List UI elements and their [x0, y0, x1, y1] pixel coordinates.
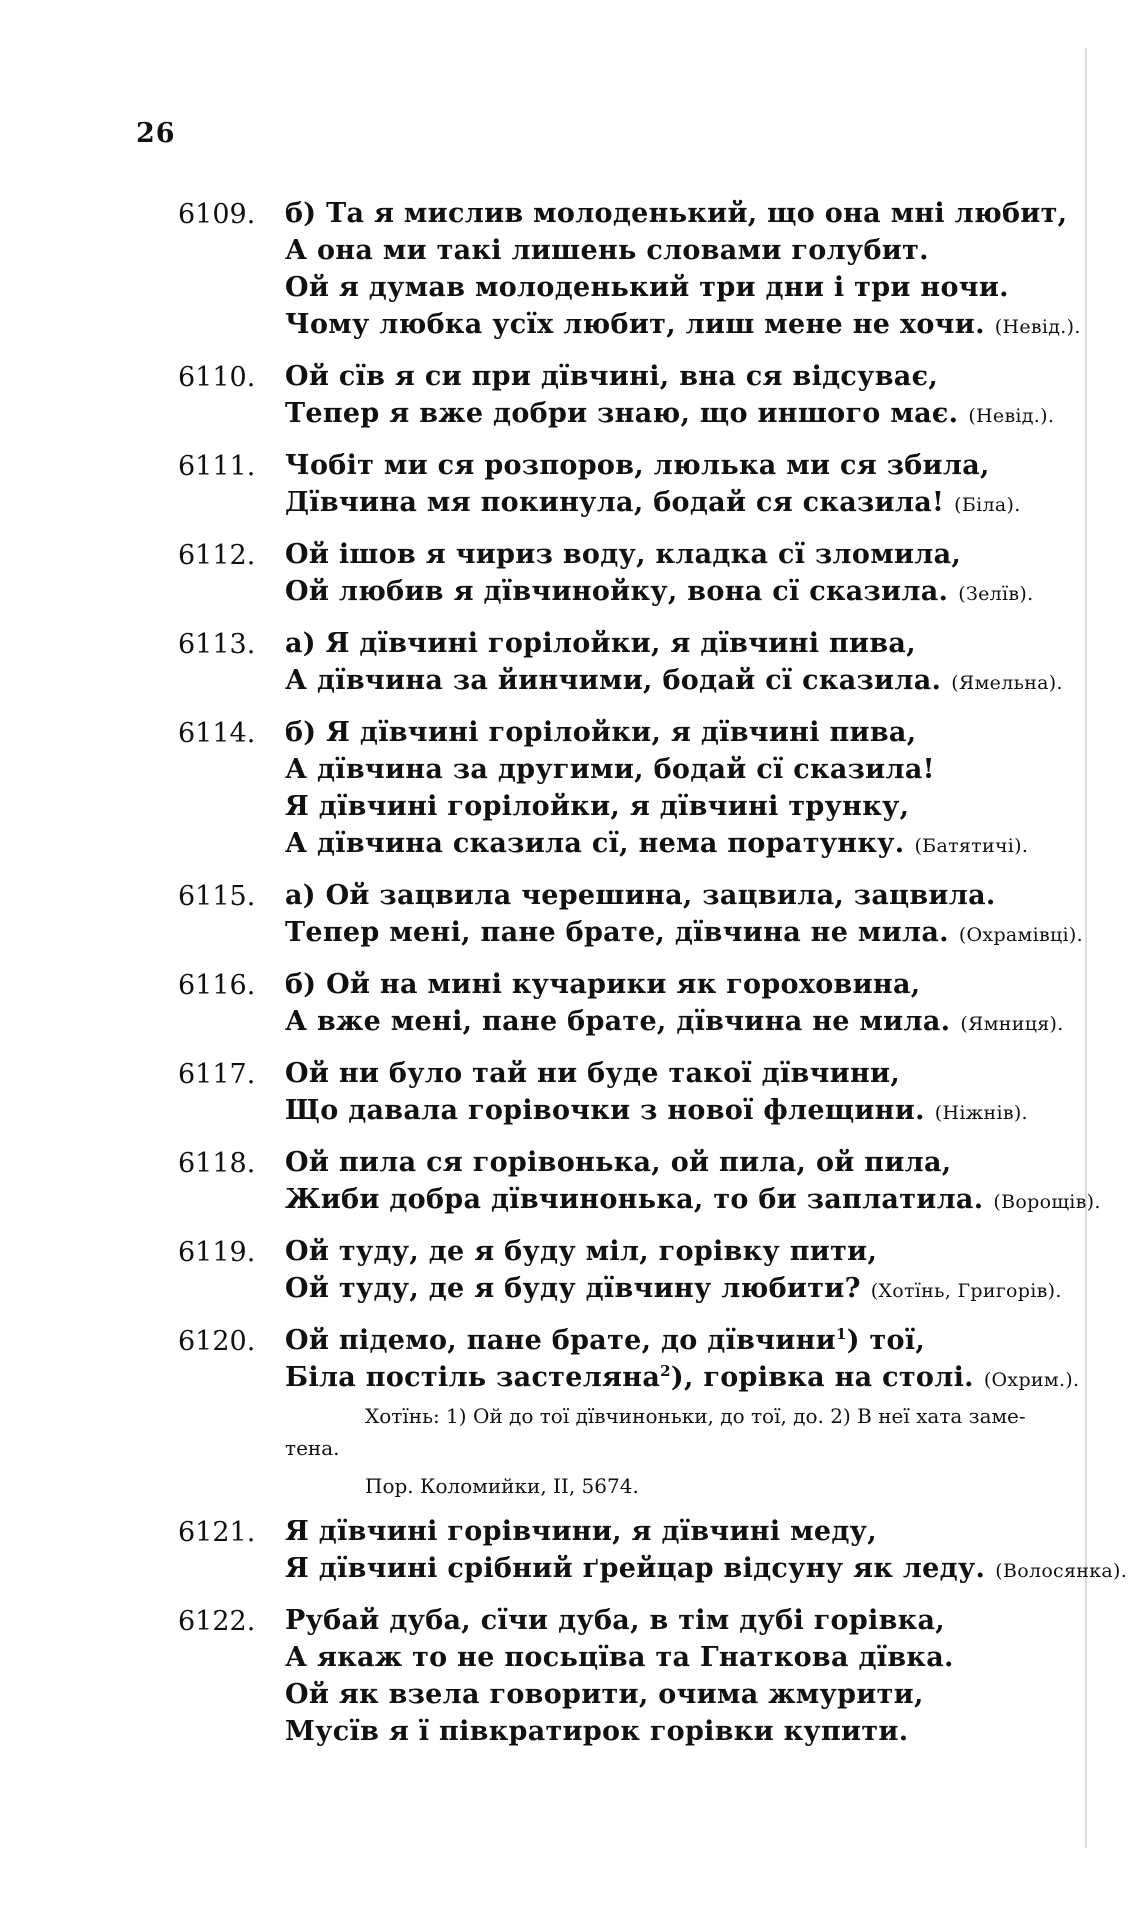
- verse-text: А вже мені, пане брате, дївчина не мила.: [285, 1006, 951, 1037]
- verse-line: [285, 1322, 1078, 1359]
- location-label: (Невід.).: [968, 405, 1055, 427]
- verse-text: А дївчина за йинчими, бодай сї сказила.: [285, 665, 942, 696]
- location-label: (Ніжнів).: [934, 1102, 1028, 1124]
- song-entry: [178, 1055, 1078, 1132]
- location-label: (Охрим.).: [983, 1369, 1080, 1391]
- entry-number: 6119.: [178, 1237, 256, 1268]
- verse-line: [285, 1270, 1078, 1310]
- verse-line: а) Ой зацвила черешина, зацвила, зацвила.: [285, 880, 996, 911]
- verse-line: Ой ни було тай ни буде такої дївчини,: [285, 1058, 901, 1089]
- location-label: (Волосянка).: [995, 1560, 1128, 1582]
- verse-line: Ой як взела говорити, очима жмурити,: [285, 1679, 924, 1710]
- verse-line: [285, 1359, 1078, 1399]
- verse-text: Тепер я вже добри знаю, що иншого має.: [285, 398, 959, 429]
- verse-line: б) Та я мислив молоденький, що она мні любит,: [285, 198, 1068, 229]
- verse-line: Я дївчині горілойки, я дївчині трунку,: [285, 791, 910, 822]
- verse-line: А она ми такі лишень словами голубит.: [285, 235, 929, 266]
- location-label: (Ямниця).: [960, 1013, 1064, 1035]
- verse-text: Ой любив я дївчинойку, вона сї сказила.: [285, 576, 949, 607]
- location-label: (Біла).: [954, 494, 1021, 516]
- verse-text: Ой підемо, пане брате, до дївчини: [285, 1325, 836, 1356]
- verse-line: А якаж то не посьцїва та Гнаткова дївка.: [285, 1642, 954, 1673]
- cross-reference-note: Пор. Коломийки, II, 5674.: [365, 1474, 639, 1498]
- verse-line: а) Я дївчині горілойки, я дївчині пива,: [285, 628, 916, 659]
- verse-text: А дївчина сказила сї, нема поратунку.: [285, 828, 905, 859]
- verse-text: ), горівка на столі.: [670, 1362, 974, 1393]
- entry-number: 6114.: [178, 718, 256, 749]
- verse-line: б) Я дївчині горілойки, я дївчині пива,: [285, 717, 917, 748]
- verse-text: Жиби добра дївчинонька, то би заплатила.: [285, 1184, 984, 1215]
- location-label: (Батятичі).: [914, 835, 1029, 857]
- verse-line: Ой ішов я чириз воду, кладка сї зломила,: [285, 539, 962, 570]
- entry-number: 6122.: [178, 1606, 256, 1637]
- verse-line: [285, 914, 1083, 954]
- verse-line: Чобіт ми ся розпоров, люлька ми ся збила,: [285, 450, 990, 481]
- verse-text: Я дївчині срібний ґрейцар відсуну як леду.: [285, 1553, 986, 1584]
- entry-number: 6110.: [178, 362, 256, 393]
- verse-text: Дївчина мя покинула, бодай ся сказила!: [285, 487, 945, 518]
- verse-line: Мусїв я ї півкратирок горівки купити.: [285, 1716, 909, 1747]
- location-label: (Хотїнь, Григорів).: [870, 1280, 1062, 1302]
- verse-line: [285, 1550, 1128, 1590]
- entry-number: 6117.: [178, 1059, 256, 1090]
- verse-line: [285, 484, 1078, 524]
- verse-line: б) Ой на мині кучарики як гороховина,: [285, 969, 921, 1000]
- verse-line: А дївчина за другими, бодай сї сказила!: [285, 754, 935, 785]
- verse-line: [285, 825, 1078, 865]
- location-label: (Охрамівці).: [958, 924, 1083, 946]
- song-entry: [178, 625, 1078, 702]
- song-entry: [178, 536, 1078, 613]
- song-entry: [178, 877, 1083, 954]
- entry-number: 6118.: [178, 1148, 256, 1179]
- entry-number: 6109.: [178, 199, 256, 230]
- verse-line: [285, 395, 1078, 435]
- verse-text: Що давала горівочки з нової флещини.: [285, 1095, 925, 1126]
- song-list: [178, 195, 1128, 1762]
- page-number: 26: [136, 118, 176, 149]
- verse-line: [285, 1003, 1078, 1043]
- song-entry: [178, 1513, 1128, 1590]
- entry-number: 6113.: [178, 629, 256, 660]
- song-entry: [178, 1602, 1078, 1750]
- location-label: (Ямельна).: [951, 672, 1063, 694]
- verse-text: ) тої,: [846, 1325, 926, 1356]
- verse-line: Ой я думав молоденький три дни і три ночи.: [285, 272, 1009, 303]
- verse-line: [285, 573, 1078, 613]
- variant-note: тена.: [285, 1436, 340, 1460]
- song-entry: [178, 358, 1078, 435]
- song-entry: [178, 1144, 1101, 1221]
- entry-number: 6112.: [178, 540, 256, 571]
- verse-line: [285, 1092, 1078, 1132]
- song-entry: [178, 195, 1081, 346]
- location-label: (Невід.).: [994, 316, 1081, 338]
- entry-number: 6120.: [178, 1326, 256, 1357]
- verse-line: [285, 1181, 1101, 1221]
- song-entry: [178, 1322, 1078, 1501]
- song-entry: [178, 1233, 1078, 1310]
- verse-text: Тепер мені, пане брате, дївчина не мила.: [285, 917, 949, 948]
- verse-line: [285, 306, 1081, 346]
- location-label: (Ворощів).: [993, 1191, 1101, 1213]
- verse-text: Чому любка усїх любит, лиш мене не хочи.: [285, 309, 985, 340]
- footnote-marker: 2: [660, 1362, 671, 1380]
- verse-line: [285, 662, 1078, 702]
- verse-line: Ой пила ся горівонька, ой пила, ой пила,: [285, 1147, 952, 1178]
- entry-number: 6121.: [178, 1517, 256, 1548]
- entry-number: 6115.: [178, 881, 256, 912]
- verse-text: Ой туду, де я буду дївчину любити?: [285, 1273, 861, 1304]
- verse-line: Ой туду, де я буду міл, горівку пити,: [285, 1236, 878, 1267]
- entry-number: 6116.: [178, 970, 256, 1001]
- footnote-marker: 1: [835, 1325, 847, 1343]
- location-label: (Зелїв).: [958, 583, 1034, 605]
- entry-number: 6111.: [178, 451, 256, 482]
- variant-note: Хотїнь: 1) Ой до тої дївчиноньки, до тої, до. 2) В неї хата заме-: [365, 1404, 1026, 1428]
- verse-line: Ой сїв я си при дївчині, вна ся відсуває,: [285, 361, 939, 392]
- song-entry: [178, 714, 1078, 865]
- verse-text: Біла постіль застеляна: [285, 1362, 661, 1393]
- verse-line: Рубай дуба, сїчи дуба, в тім дубі горівка,: [285, 1605, 945, 1636]
- verse-line: Я дївчині горівчини, я дївчині меду,: [285, 1516, 877, 1547]
- song-entry: [178, 447, 1078, 524]
- song-entry: [178, 966, 1078, 1043]
